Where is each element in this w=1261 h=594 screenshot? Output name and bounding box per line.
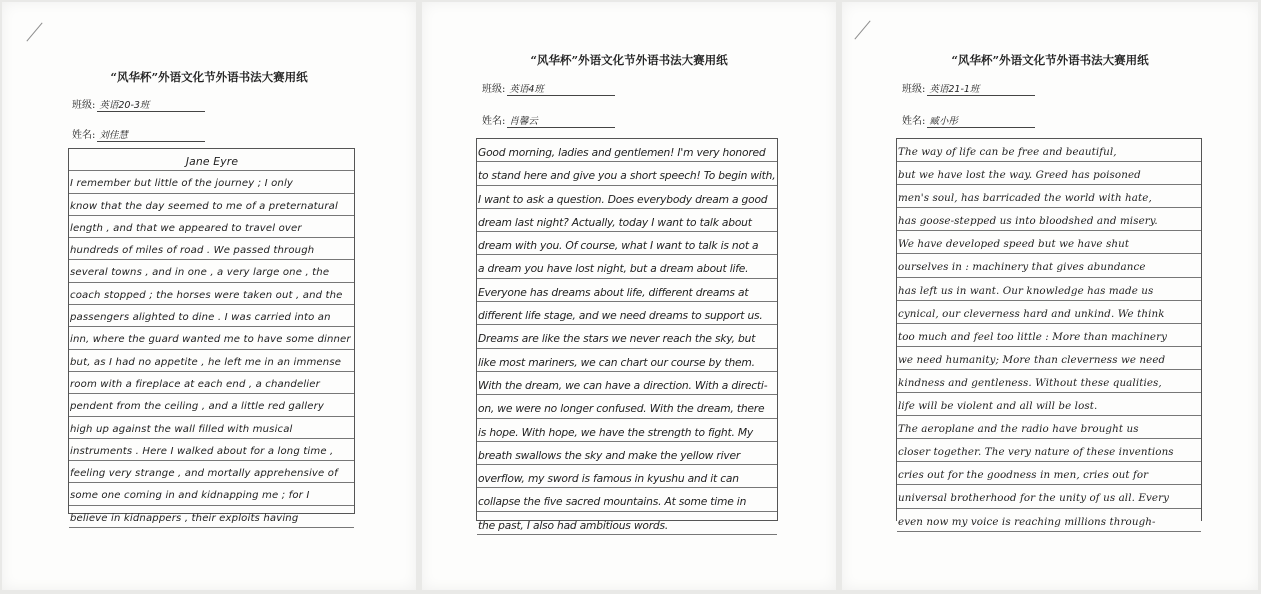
speech-line: Dreams are like the stars we never reach the sky, but (477, 325, 777, 348)
speech-line: life will be violent and all will be lost. (897, 393, 1201, 416)
speech-line: cynical, our cleverness hard and unkind. We think (897, 301, 1201, 324)
speech-line: Everyone has dreams about life, different dreams at (477, 279, 777, 302)
speech-line: ourselves in : machinery that gives abundance (897, 254, 1201, 277)
class-value: 英语4班 (507, 81, 615, 96)
sheet-title: “风华杯”外语文化节外语书法大赛用纸 (951, 53, 1149, 67)
speech-line: men's soul, has barricaded the world with hate, (897, 185, 1201, 208)
speech-line: a dream you have lost night, but a dream about life. (477, 255, 777, 278)
speech-line: the past, I also had ambitious words. (477, 512, 777, 535)
writing-area (896, 138, 1202, 528)
essay-line: length , and that we appeared to travel over (69, 216, 354, 238)
pencil-mark (854, 20, 870, 39)
speech-line: we need humanity; More than cleverness we need (897, 347, 1201, 370)
handwriting-sheet-1 (2, 2, 416, 590)
speech-line: collapse the five sacred mountains. At some time in (477, 488, 777, 511)
class-label: 班级: (482, 84, 506, 95)
essay-title: Jane Eyre (69, 149, 354, 171)
speech-line: breath swallows the sky and make the yellow river (477, 442, 777, 465)
name-label: 姓名: (902, 116, 926, 127)
essay-line: know that the day seemed to me of a preternatural (69, 194, 354, 216)
speech-line: universal brotherhood for the unity of us all. Every (897, 485, 1201, 508)
speech-line: With the dream, we can have a direction. With a directi- (477, 372, 777, 395)
speech-line: like most mariners, we can chart our course by them. (477, 349, 777, 372)
class-value: 英语20-3班 (97, 97, 205, 112)
speech-line: even now my voice is reaching millions through- (897, 509, 1201, 532)
speech-line: dream with you. Of course, what I want to talk is not a (477, 232, 777, 255)
speech-line: I want to ask a question. Does everybody dream a good (477, 186, 777, 209)
class-value: 英语21-1班 (927, 81, 1035, 96)
name-label: 姓名: (482, 116, 506, 127)
essay-line: passengers alighted to dine . I was carried into an (69, 305, 354, 327)
essay-line: inn, where the guard wanted me to have some dinner (69, 327, 354, 349)
speech-line: on, we were no longer confused. With the dream, there (477, 395, 777, 418)
sheet-title: “风华杯”外语文化节外语书法大赛用纸 (110, 70, 308, 84)
essay-line: pendent from the ceiling , and a little red gallery (69, 394, 354, 416)
essay-line: believe in kidnappers , their exploits having (69, 506, 354, 528)
name-field (482, 112, 615, 128)
speech-line: overflow, my sword is famous in kyushu and it can (477, 465, 777, 488)
speech-line: has goose-stepped us into bloodshed and misery. (897, 208, 1201, 231)
essay-line: but, as I had no appetite , he left me in an immense (69, 350, 354, 372)
speech-line: The way of life can be free and beautiful, (897, 139, 1201, 162)
name-field (902, 112, 1035, 128)
pencil-mark (26, 22, 42, 41)
handwriting-sheet-3 (842, 2, 1258, 590)
speech-line: is hope. With hope, we have the strength to fight. My (477, 419, 777, 442)
class-field (902, 80, 1035, 96)
essay-line: feeling very strange , and mortally apprehensive of (69, 461, 354, 483)
essay-line: some one coming in and kidnapping me ; for I (69, 483, 354, 505)
essay-line: several towns , and in one , a very large one , the (69, 260, 354, 282)
essay-line: hundreds of miles of road . We passed through (69, 238, 354, 260)
name-field (72, 126, 205, 142)
speech-line: different life stage, and we need dreams to support us. (477, 302, 777, 325)
essay-line: high up against the wall filled with musical (69, 417, 354, 439)
name-value: 臧小彤 (927, 113, 1035, 128)
class-field (72, 96, 205, 112)
speech-line: cries out for the goodness in men, cries out for (897, 462, 1201, 485)
name-label: 姓名: (72, 130, 96, 141)
essay-line: I remember but little of the journey ; I only (69, 171, 354, 193)
writing-area (476, 138, 778, 532)
essay-line: instruments . Here I walked about for a long time , (69, 439, 354, 461)
essay-line: coach stopped ; the horses were taken out , and the (69, 283, 354, 305)
class-label: 班级: (902, 84, 926, 95)
speech-line: Good morning, ladies and gentlemen! I'm very honored (477, 139, 777, 162)
class-field (482, 80, 615, 96)
class-label: 班级: (72, 100, 96, 111)
speech-line: to stand here and give you a short speech! To begin with, (477, 162, 777, 185)
speech-line: We have developed speed but we have shut (897, 231, 1201, 254)
name-value: 刘佳慧 (97, 127, 205, 142)
speech-line: The aeroplane and the radio have brought us (897, 416, 1201, 439)
speech-line: closer together. The very nature of these inventions (897, 439, 1201, 462)
sheet-title: “风华杯”外语文化节外语书法大赛用纸 (530, 53, 728, 67)
writing-area (68, 148, 355, 524)
speech-line: but we have lost the way. Greed has poisoned (897, 162, 1201, 185)
essay-line: room with a fireplace at each end , a chandelier (69, 372, 354, 394)
handwriting-sheet-2 (422, 2, 836, 590)
name-value: 肖馨云 (507, 113, 615, 128)
speech-line: too much and feel too little : More than machinery (897, 324, 1201, 347)
speech-line: dream last night? Actually, today I want to talk about (477, 209, 777, 232)
speech-line: has left us in want. Our knowledge has made us (897, 278, 1201, 301)
speech-line: kindness and gentleness. Without these qualities, (897, 370, 1201, 393)
